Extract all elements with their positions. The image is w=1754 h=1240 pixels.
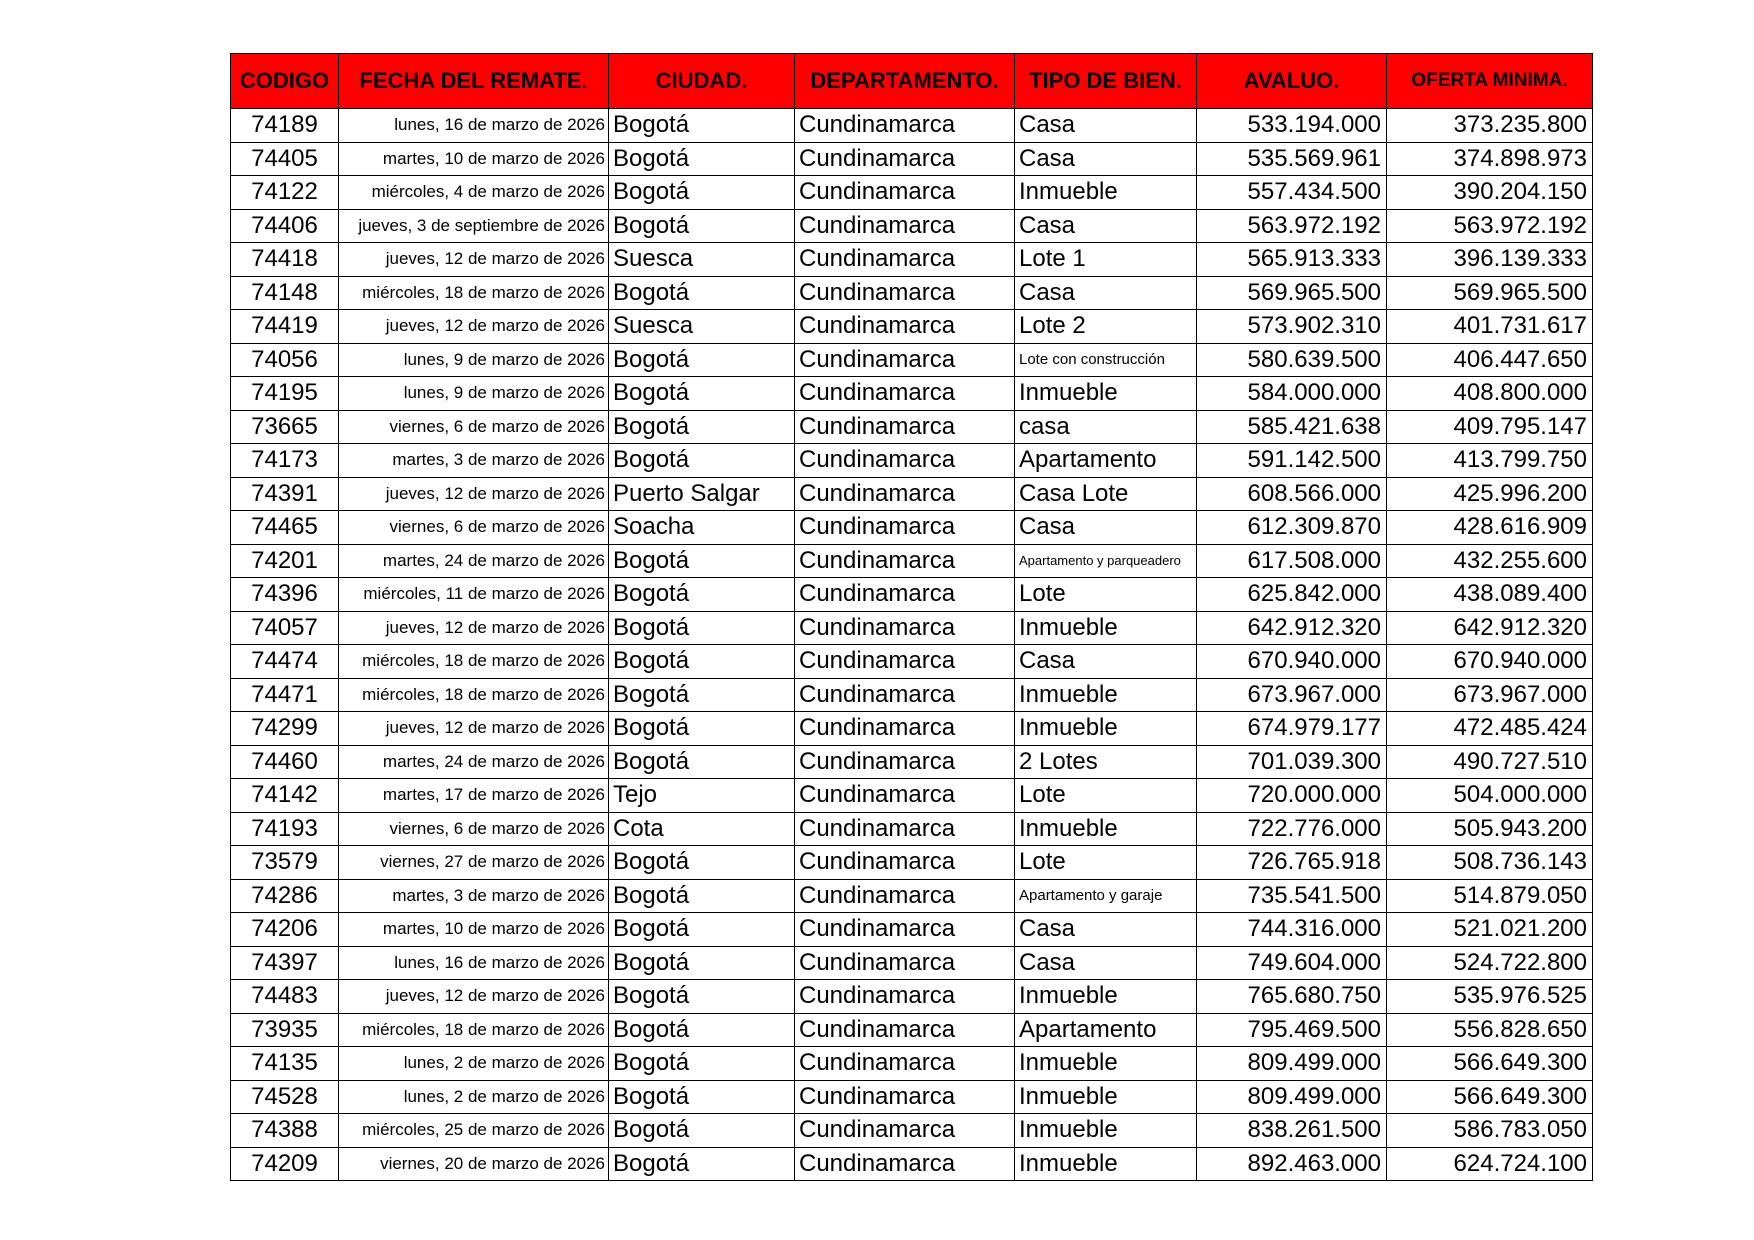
table-row bbox=[231, 980, 1593, 1014]
cell-tipo-bien: Casa bbox=[1015, 209, 1197, 243]
cell-departamento: Cundinamarca bbox=[795, 1013, 1015, 1047]
cell-ciudad: Bogotá bbox=[609, 879, 795, 913]
cell-codigo: 74135 bbox=[231, 1047, 339, 1081]
cell-tipo-bien: Lote con construcción bbox=[1015, 343, 1197, 377]
cell-fecha-remate: martes, 3 de marzo de 2026 bbox=[339, 879, 609, 913]
cell-fecha-remate: viernes, 6 de marzo de 2026 bbox=[339, 511, 609, 545]
cell-avaluo: 585.421.638 bbox=[1197, 410, 1387, 444]
cell-codigo: 74405 bbox=[231, 142, 339, 176]
cell-oferta-minima: 413.799.750 bbox=[1387, 444, 1593, 478]
cell-avaluo: 765.680.750 bbox=[1197, 980, 1387, 1014]
cell-departamento: Cundinamarca bbox=[795, 343, 1015, 377]
cell-fecha-remate: martes, 3 de marzo de 2026 bbox=[339, 444, 609, 478]
cell-oferta-minima: 396.139.333 bbox=[1387, 243, 1593, 277]
header-tipo-bien: TIPO DE BIEN. bbox=[1015, 54, 1197, 109]
cell-oferta-minima: 624.724.100 bbox=[1387, 1147, 1593, 1181]
cell-departamento: Cundinamarca bbox=[795, 779, 1015, 813]
cell-departamento: Cundinamarca bbox=[795, 410, 1015, 444]
cell-codigo: 74209 bbox=[231, 1147, 339, 1181]
cell-tipo-bien: Casa bbox=[1015, 511, 1197, 545]
cell-departamento: Cundinamarca bbox=[795, 678, 1015, 712]
header-ciudad: CIUDAD. bbox=[609, 54, 795, 109]
cell-ciudad: Bogotá bbox=[609, 209, 795, 243]
cell-avaluo: 608.566.000 bbox=[1197, 477, 1387, 511]
cell-ciudad: Bogotá bbox=[609, 946, 795, 980]
cell-fecha-remate: jueves, 12 de marzo de 2026 bbox=[339, 243, 609, 277]
cell-fecha-remate: miércoles, 4 de marzo de 2026 bbox=[339, 176, 609, 210]
cell-avaluo: 612.309.870 bbox=[1197, 511, 1387, 545]
cell-tipo-bien: Casa bbox=[1015, 276, 1197, 310]
cell-avaluo: 838.261.500 bbox=[1197, 1114, 1387, 1148]
cell-codigo: 74391 bbox=[231, 477, 339, 511]
header-fecha-remate: FECHA DEL REMATE. bbox=[339, 54, 609, 109]
cell-fecha-remate: martes, 10 de marzo de 2026 bbox=[339, 913, 609, 947]
cell-tipo-bien: Inmueble bbox=[1015, 812, 1197, 846]
cell-departamento: Cundinamarca bbox=[795, 310, 1015, 344]
table-row bbox=[231, 544, 1593, 578]
cell-avaluo: 535.569.961 bbox=[1197, 142, 1387, 176]
cell-oferta-minima: 556.828.650 bbox=[1387, 1013, 1593, 1047]
cell-codigo: 74388 bbox=[231, 1114, 339, 1148]
table-row bbox=[231, 812, 1593, 846]
cell-tipo-bien: Inmueble bbox=[1015, 1080, 1197, 1114]
cell-tipo-bien: Inmueble bbox=[1015, 176, 1197, 210]
cell-oferta-minima: 401.731.617 bbox=[1387, 310, 1593, 344]
cell-fecha-remate: miércoles, 11 de marzo de 2026 bbox=[339, 578, 609, 612]
cell-ciudad: Bogotá bbox=[609, 544, 795, 578]
header-codigo: CODIGO bbox=[231, 54, 339, 109]
cell-departamento: Cundinamarca bbox=[795, 611, 1015, 645]
cell-ciudad: Puerto Salgar bbox=[609, 477, 795, 511]
cell-codigo: 74122 bbox=[231, 176, 339, 210]
cell-oferta-minima: 373.235.800 bbox=[1387, 109, 1593, 143]
cell-avaluo: 735.541.500 bbox=[1197, 879, 1387, 913]
cell-codigo: 74056 bbox=[231, 343, 339, 377]
cell-oferta-minima: 390.204.150 bbox=[1387, 176, 1593, 210]
cell-ciudad: Suesca bbox=[609, 243, 795, 277]
cell-fecha-remate: jueves, 12 de marzo de 2026 bbox=[339, 611, 609, 645]
table-row bbox=[231, 343, 1593, 377]
table-row bbox=[231, 1047, 1593, 1081]
cell-departamento: Cundinamarca bbox=[795, 544, 1015, 578]
cell-tipo-bien: Inmueble bbox=[1015, 712, 1197, 746]
cell-departamento: Cundinamarca bbox=[795, 846, 1015, 880]
header-row bbox=[231, 54, 1593, 109]
cell-codigo: 74201 bbox=[231, 544, 339, 578]
cell-tipo-bien: Apartamento y garaje bbox=[1015, 879, 1197, 913]
cell-codigo: 74299 bbox=[231, 712, 339, 746]
header-departamento: DEPARTAMENTO. bbox=[795, 54, 1015, 109]
cell-tipo-bien: Lote bbox=[1015, 846, 1197, 880]
cell-departamento: Cundinamarca bbox=[795, 477, 1015, 511]
cell-oferta-minima: 425.996.200 bbox=[1387, 477, 1593, 511]
cell-tipo-bien: Casa bbox=[1015, 142, 1197, 176]
cell-avaluo: 809.499.000 bbox=[1197, 1080, 1387, 1114]
cell-fecha-remate: lunes, 9 de marzo de 2026 bbox=[339, 343, 609, 377]
cell-codigo: 74471 bbox=[231, 678, 339, 712]
cell-codigo: 74173 bbox=[231, 444, 339, 478]
cell-departamento: Cundinamarca bbox=[795, 377, 1015, 411]
cell-oferta-minima: 428.616.909 bbox=[1387, 511, 1593, 545]
table-row bbox=[231, 779, 1593, 813]
cell-fecha-remate: lunes, 16 de marzo de 2026 bbox=[339, 109, 609, 143]
cell-ciudad: Bogotá bbox=[609, 980, 795, 1014]
cell-codigo: 74397 bbox=[231, 946, 339, 980]
cell-fecha-remate: viernes, 6 de marzo de 2026 bbox=[339, 410, 609, 444]
cell-ciudad: Bogotá bbox=[609, 410, 795, 444]
table-row bbox=[231, 879, 1593, 913]
cell-departamento: Cundinamarca bbox=[795, 745, 1015, 779]
cell-ciudad: Bogotá bbox=[609, 444, 795, 478]
cell-oferta-minima: 563.972.192 bbox=[1387, 209, 1593, 243]
cell-avaluo: 573.902.310 bbox=[1197, 310, 1387, 344]
table-row bbox=[231, 913, 1593, 947]
cell-avaluo: 557.434.500 bbox=[1197, 176, 1387, 210]
cell-ciudad: Bogotá bbox=[609, 645, 795, 679]
cell-tipo-bien: Apartamento y parqueadero bbox=[1015, 544, 1197, 578]
cell-departamento: Cundinamarca bbox=[795, 1047, 1015, 1081]
cell-codigo: 74206 bbox=[231, 913, 339, 947]
cell-codigo: 74286 bbox=[231, 879, 339, 913]
cell-avaluo: 726.765.918 bbox=[1197, 846, 1387, 880]
cell-ciudad: Bogotá bbox=[609, 846, 795, 880]
cell-departamento: Cundinamarca bbox=[795, 276, 1015, 310]
cell-avaluo: 809.499.000 bbox=[1197, 1047, 1387, 1081]
table-row bbox=[231, 142, 1593, 176]
cell-fecha-remate: miércoles, 18 de marzo de 2026 bbox=[339, 1013, 609, 1047]
cell-tipo-bien: Lote 2 bbox=[1015, 310, 1197, 344]
cell-oferta-minima: 409.795.147 bbox=[1387, 410, 1593, 444]
cell-codigo: 74148 bbox=[231, 276, 339, 310]
cell-departamento: Cundinamarca bbox=[795, 142, 1015, 176]
cell-fecha-remate: jueves, 12 de marzo de 2026 bbox=[339, 980, 609, 1014]
cell-ciudad: Bogotá bbox=[609, 1147, 795, 1181]
cell-departamento: Cundinamarca bbox=[795, 176, 1015, 210]
cell-fecha-remate: martes, 24 de marzo de 2026 bbox=[339, 544, 609, 578]
cell-departamento: Cundinamarca bbox=[795, 243, 1015, 277]
table-row bbox=[231, 276, 1593, 310]
cell-oferta-minima: 569.965.500 bbox=[1387, 276, 1593, 310]
table-row bbox=[231, 1080, 1593, 1114]
cell-tipo-bien: Casa bbox=[1015, 645, 1197, 679]
cell-ciudad: Bogotá bbox=[609, 142, 795, 176]
cell-departamento: Cundinamarca bbox=[795, 913, 1015, 947]
cell-tipo-bien: 2 Lotes bbox=[1015, 745, 1197, 779]
cell-codigo: 74465 bbox=[231, 511, 339, 545]
cell-fecha-remate: miércoles, 18 de marzo de 2026 bbox=[339, 645, 609, 679]
cell-oferta-minima: 673.967.000 bbox=[1387, 678, 1593, 712]
cell-oferta-minima: 505.943.200 bbox=[1387, 812, 1593, 846]
cell-oferta-minima: 521.021.200 bbox=[1387, 913, 1593, 947]
table-row bbox=[231, 712, 1593, 746]
table-row bbox=[231, 578, 1593, 612]
cell-tipo-bien: Lote 1 bbox=[1015, 243, 1197, 277]
cell-ciudad: Soacha bbox=[609, 511, 795, 545]
cell-departamento: Cundinamarca bbox=[795, 444, 1015, 478]
cell-ciudad: Bogotá bbox=[609, 176, 795, 210]
cell-ciudad: Tejo bbox=[609, 779, 795, 813]
cell-avaluo: 701.039.300 bbox=[1197, 745, 1387, 779]
cell-tipo-bien: Apartamento bbox=[1015, 444, 1197, 478]
cell-departamento: Cundinamarca bbox=[795, 712, 1015, 746]
table-row bbox=[231, 176, 1593, 210]
table-row bbox=[231, 678, 1593, 712]
auction-table bbox=[230, 53, 1593, 1181]
table-row bbox=[231, 645, 1593, 679]
cell-codigo: 74460 bbox=[231, 745, 339, 779]
cell-oferta-minima: 524.722.800 bbox=[1387, 946, 1593, 980]
cell-ciudad: Bogotá bbox=[609, 1047, 795, 1081]
cell-codigo: 74396 bbox=[231, 578, 339, 612]
cell-departamento: Cundinamarca bbox=[795, 980, 1015, 1014]
cell-departamento: Cundinamarca bbox=[795, 511, 1015, 545]
cell-ciudad: Bogotá bbox=[609, 109, 795, 143]
cell-oferta-minima: 535.976.525 bbox=[1387, 980, 1593, 1014]
cell-avaluo: 673.967.000 bbox=[1197, 678, 1387, 712]
cell-fecha-remate: miércoles, 25 de marzo de 2026 bbox=[339, 1114, 609, 1148]
cell-ciudad: Cota bbox=[609, 812, 795, 846]
cell-codigo: 74474 bbox=[231, 645, 339, 679]
cell-fecha-remate: viernes, 6 de marzo de 2026 bbox=[339, 812, 609, 846]
cell-avaluo: 565.913.333 bbox=[1197, 243, 1387, 277]
cell-avaluo: 795.469.500 bbox=[1197, 1013, 1387, 1047]
cell-oferta-minima: 642.912.320 bbox=[1387, 611, 1593, 645]
cell-fecha-remate: jueves, 3 de septiembre de 2026 bbox=[339, 209, 609, 243]
cell-codigo: 74418 bbox=[231, 243, 339, 277]
cell-fecha-remate: miércoles, 18 de marzo de 2026 bbox=[339, 276, 609, 310]
cell-avaluo: 625.842.000 bbox=[1197, 578, 1387, 612]
cell-fecha-remate: martes, 17 de marzo de 2026 bbox=[339, 779, 609, 813]
table-row bbox=[231, 846, 1593, 880]
cell-fecha-remate: viernes, 20 de marzo de 2026 bbox=[339, 1147, 609, 1181]
cell-departamento: Cundinamarca bbox=[795, 812, 1015, 846]
cell-departamento: Cundinamarca bbox=[795, 879, 1015, 913]
cell-fecha-remate: lunes, 16 de marzo de 2026 bbox=[339, 946, 609, 980]
cell-tipo-bien: Apartamento bbox=[1015, 1013, 1197, 1047]
cell-ciudad: Bogotá bbox=[609, 343, 795, 377]
cell-oferta-minima: 472.485.424 bbox=[1387, 712, 1593, 746]
cell-avaluo: 749.604.000 bbox=[1197, 946, 1387, 980]
cell-tipo-bien: Casa Lote bbox=[1015, 477, 1197, 511]
table-row bbox=[231, 209, 1593, 243]
cell-tipo-bien: Inmueble bbox=[1015, 678, 1197, 712]
cell-oferta-minima: 406.447.650 bbox=[1387, 343, 1593, 377]
table-row bbox=[231, 1013, 1593, 1047]
cell-tipo-bien: Inmueble bbox=[1015, 377, 1197, 411]
cell-oferta-minima: 490.727.510 bbox=[1387, 745, 1593, 779]
cell-avaluo: 670.940.000 bbox=[1197, 645, 1387, 679]
cell-tipo-bien: Inmueble bbox=[1015, 1047, 1197, 1081]
table-row bbox=[231, 377, 1593, 411]
table-row bbox=[231, 511, 1593, 545]
cell-fecha-remate: martes, 10 de marzo de 2026 bbox=[339, 142, 609, 176]
cell-codigo: 73579 bbox=[231, 846, 339, 880]
cell-tipo-bien: Inmueble bbox=[1015, 1114, 1197, 1148]
cell-fecha-remate: jueves, 12 de marzo de 2026 bbox=[339, 477, 609, 511]
cell-avaluo: 722.776.000 bbox=[1197, 812, 1387, 846]
cell-avaluo: 642.912.320 bbox=[1197, 611, 1387, 645]
cell-fecha-remate: lunes, 2 de marzo de 2026 bbox=[339, 1047, 609, 1081]
cell-codigo: 74528 bbox=[231, 1080, 339, 1114]
cell-departamento: Cundinamarca bbox=[795, 1080, 1015, 1114]
cell-oferta-minima: 670.940.000 bbox=[1387, 645, 1593, 679]
cell-codigo: 74193 bbox=[231, 812, 339, 846]
table-row bbox=[231, 410, 1593, 444]
cell-avaluo: 584.000.000 bbox=[1197, 377, 1387, 411]
cell-codigo: 74142 bbox=[231, 779, 339, 813]
cell-avaluo: 720.000.000 bbox=[1197, 779, 1387, 813]
cell-tipo-bien: Casa bbox=[1015, 946, 1197, 980]
cell-codigo: 74419 bbox=[231, 310, 339, 344]
cell-ciudad: Bogotá bbox=[609, 913, 795, 947]
cell-tipo-bien: Casa bbox=[1015, 109, 1197, 143]
cell-oferta-minima: 432.255.600 bbox=[1387, 544, 1593, 578]
header-oferta-minima: OFERTA MINIMA. bbox=[1387, 54, 1593, 109]
cell-tipo-bien: casa bbox=[1015, 410, 1197, 444]
header-avaluo: AVALUO. bbox=[1197, 54, 1387, 109]
cell-oferta-minima: 586.783.050 bbox=[1387, 1114, 1593, 1148]
cell-avaluo: 674.979.177 bbox=[1197, 712, 1387, 746]
table-row bbox=[231, 243, 1593, 277]
cell-oferta-minima: 566.649.300 bbox=[1387, 1047, 1593, 1081]
cell-departamento: Cundinamarca bbox=[795, 1114, 1015, 1148]
cell-ciudad: Bogotá bbox=[609, 276, 795, 310]
cell-codigo: 74406 bbox=[231, 209, 339, 243]
cell-avaluo: 892.463.000 bbox=[1197, 1147, 1387, 1181]
cell-departamento: Cundinamarca bbox=[795, 109, 1015, 143]
cell-avaluo: 591.142.500 bbox=[1197, 444, 1387, 478]
cell-codigo: 74195 bbox=[231, 377, 339, 411]
cell-departamento: Cundinamarca bbox=[795, 209, 1015, 243]
cell-avaluo: 563.972.192 bbox=[1197, 209, 1387, 243]
cell-oferta-minima: 566.649.300 bbox=[1387, 1080, 1593, 1114]
cell-codigo: 73665 bbox=[231, 410, 339, 444]
cell-ciudad: Bogotá bbox=[609, 611, 795, 645]
table-row bbox=[231, 310, 1593, 344]
cell-fecha-remate: jueves, 12 de marzo de 2026 bbox=[339, 310, 609, 344]
cell-oferta-minima: 508.736.143 bbox=[1387, 846, 1593, 880]
cell-ciudad: Bogotá bbox=[609, 1013, 795, 1047]
cell-fecha-remate: martes, 24 de marzo de 2026 bbox=[339, 745, 609, 779]
table-header bbox=[231, 54, 1593, 109]
cell-oferta-minima: 408.800.000 bbox=[1387, 377, 1593, 411]
cell-avaluo: 533.194.000 bbox=[1197, 109, 1387, 143]
cell-tipo-bien: Lote bbox=[1015, 779, 1197, 813]
cell-fecha-remate: viernes, 27 de marzo de 2026 bbox=[339, 846, 609, 880]
cell-departamento: Cundinamarca bbox=[795, 645, 1015, 679]
cell-departamento: Cundinamarca bbox=[795, 578, 1015, 612]
cell-ciudad: Bogotá bbox=[609, 712, 795, 746]
cell-ciudad: Suesca bbox=[609, 310, 795, 344]
cell-ciudad: Bogotá bbox=[609, 377, 795, 411]
cell-ciudad: Bogotá bbox=[609, 578, 795, 612]
cell-fecha-remate: lunes, 2 de marzo de 2026 bbox=[339, 1080, 609, 1114]
cell-oferta-minima: 374.898.973 bbox=[1387, 142, 1593, 176]
cell-avaluo: 744.316.000 bbox=[1197, 913, 1387, 947]
cell-departamento: Cundinamarca bbox=[795, 1147, 1015, 1181]
table-row bbox=[231, 1114, 1593, 1148]
cell-tipo-bien: Inmueble bbox=[1015, 980, 1197, 1014]
table-body bbox=[231, 109, 1593, 1181]
cell-ciudad: Bogotá bbox=[609, 1114, 795, 1148]
cell-tipo-bien: Lote bbox=[1015, 578, 1197, 612]
cell-avaluo: 617.508.000 bbox=[1197, 544, 1387, 578]
cell-oferta-minima: 438.089.400 bbox=[1387, 578, 1593, 612]
cell-fecha-remate: lunes, 9 de marzo de 2026 bbox=[339, 377, 609, 411]
table-row bbox=[231, 611, 1593, 645]
cell-ciudad: Bogotá bbox=[609, 1080, 795, 1114]
cell-ciudad: Bogotá bbox=[609, 678, 795, 712]
cell-avaluo: 580.639.500 bbox=[1197, 343, 1387, 377]
cell-tipo-bien: Inmueble bbox=[1015, 611, 1197, 645]
cell-fecha-remate: miércoles, 18 de marzo de 2026 bbox=[339, 678, 609, 712]
cell-tipo-bien: Casa bbox=[1015, 913, 1197, 947]
cell-codigo: 74483 bbox=[231, 980, 339, 1014]
cell-tipo-bien: Inmueble bbox=[1015, 1147, 1197, 1181]
cell-departamento: Cundinamarca bbox=[795, 946, 1015, 980]
table-row bbox=[231, 109, 1593, 143]
table-row bbox=[231, 444, 1593, 478]
cell-codigo: 73935 bbox=[231, 1013, 339, 1047]
table-row bbox=[231, 745, 1593, 779]
cell-oferta-minima: 504.000.000 bbox=[1387, 779, 1593, 813]
table-row bbox=[231, 477, 1593, 511]
cell-fecha-remate: jueves, 12 de marzo de 2026 bbox=[339, 712, 609, 746]
cell-ciudad: Bogotá bbox=[609, 745, 795, 779]
cell-codigo: 74057 bbox=[231, 611, 339, 645]
cell-oferta-minima: 514.879.050 bbox=[1387, 879, 1593, 913]
table-row bbox=[231, 1147, 1593, 1181]
cell-avaluo: 569.965.500 bbox=[1197, 276, 1387, 310]
table-row bbox=[231, 946, 1593, 980]
cell-codigo: 74189 bbox=[231, 109, 339, 143]
